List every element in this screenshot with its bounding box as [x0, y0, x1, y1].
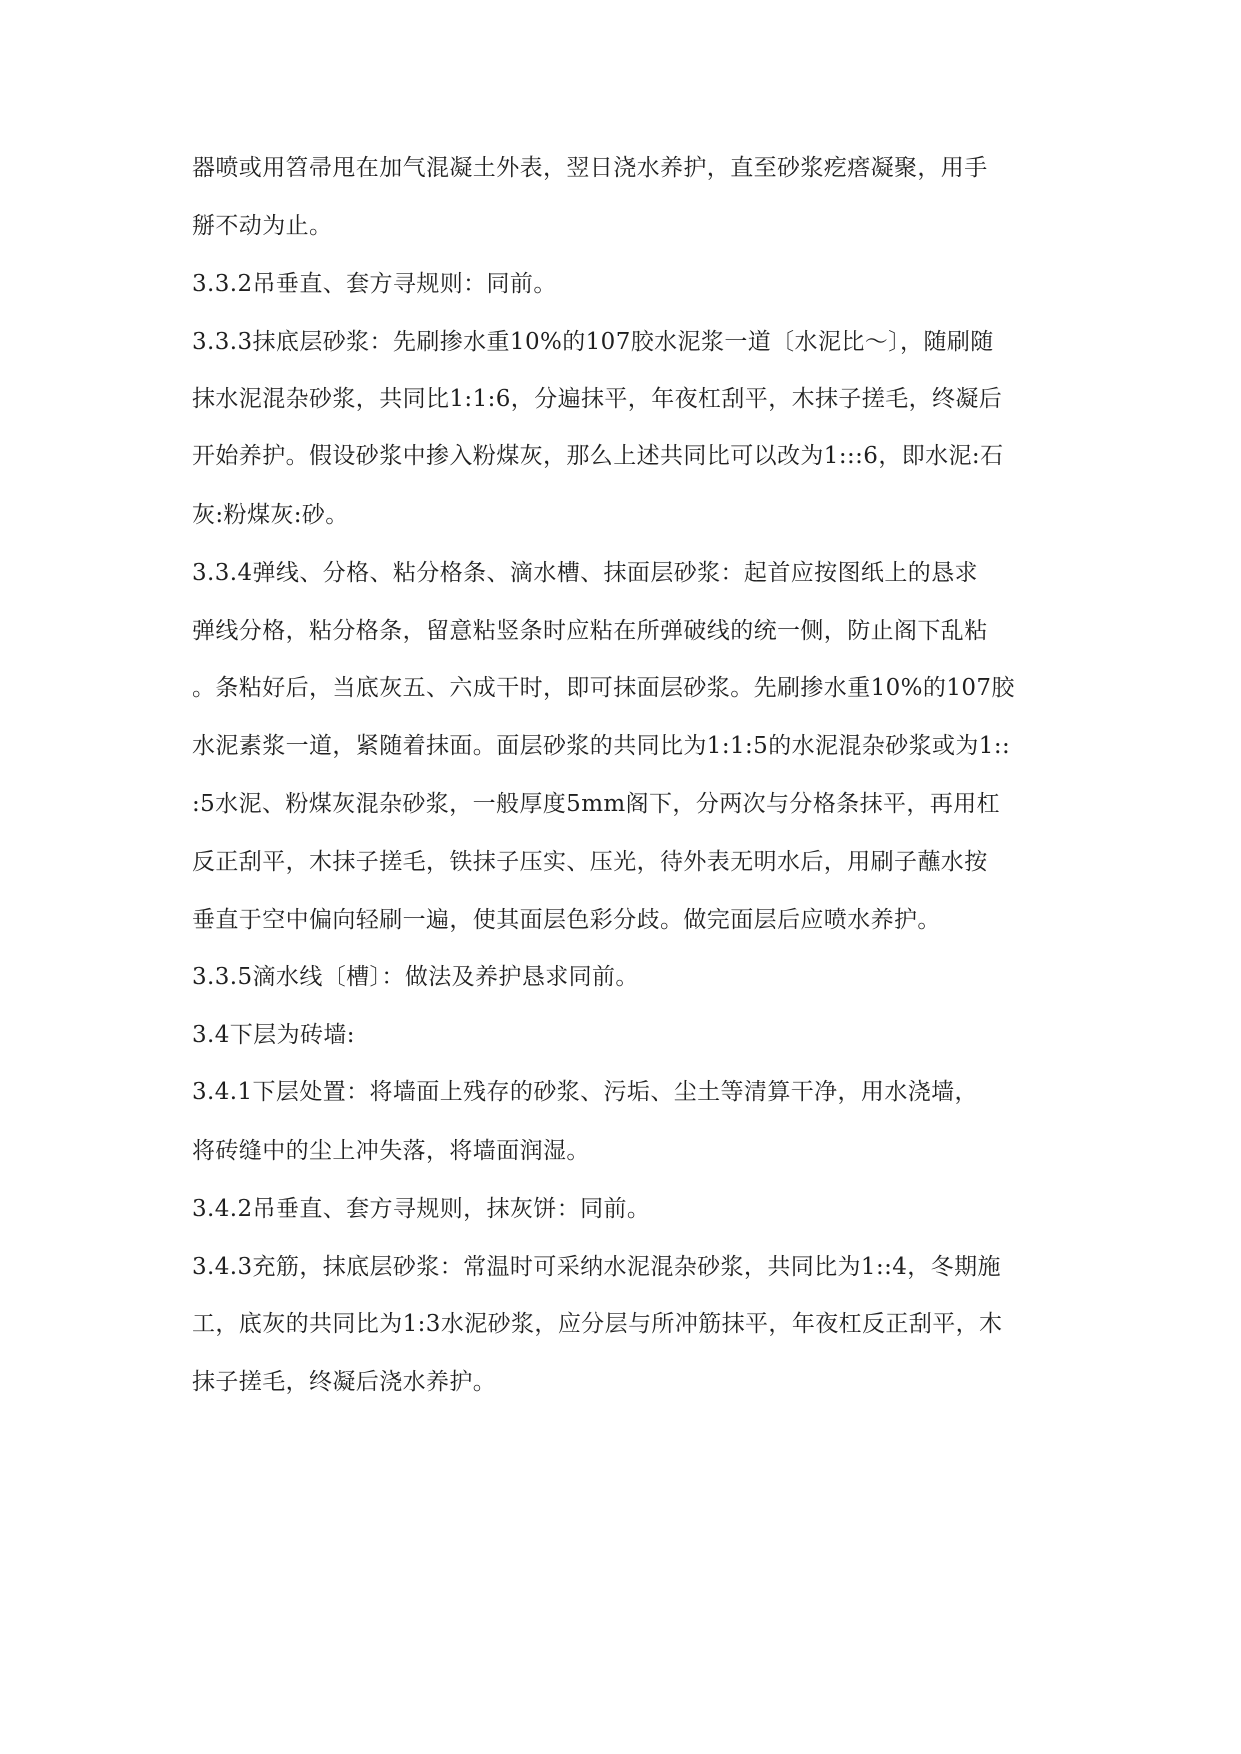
- section-heading-3-4-1: 3.4.1下层处置：将墙面上残存的砂浆、污垢、尘土等清算干净，用水浇墙，: [192, 1079, 978, 1105]
- section-heading-3-3-4: 3.3.4弹线、分格、粘分格条、滴水槽、抹面层砂浆：起首应按图纸上的恳求: [192, 560, 978, 586]
- section-heading-3-3-2: 3.3.2吊垂直、套方寻规则：同前。: [192, 271, 557, 297]
- section-heading-3-4-3: 3.4.3充筋，抹底层砂浆：常温时可采纳水泥混杂砂浆，共同比为1::4，冬期施: [192, 1254, 1001, 1280]
- text-line: 水泥素浆一道，紧随着抹面。面层砂浆的共同比为1:1:5的水泥混杂砂浆或为1::: [192, 733, 1011, 759]
- text-line: 。条粘好后，当底灰五、六成干时，即可抹面层砂浆。先刷掺水重10%的107胶: [192, 675, 1015, 701]
- text-line: 开始养护。假设砂浆中掺入粉煤灰，那么上述共同比可以改为1:::6，即水泥:石: [192, 443, 1004, 469]
- text-line: 抹子搓毛，终凝后浇水养护。: [192, 1369, 497, 1395]
- text-line: 工，底灰的共同比为1:3水泥砂浆，应分层与所冲筋抹平，年夜杠反正刮平，木: [192, 1311, 1003, 1337]
- text-line: 弹线分格，粘分格条，留意粘竖条时应粘在所弹破线的统一侧，防止阁下乱粘: [192, 618, 988, 644]
- section-heading-3-4-2: 3.4.2吊垂直、套方寻规则，抹灰饼：同前。: [192, 1196, 651, 1222]
- section-heading-3-3-5: 3.3.5滴水线〔槽〕：做法及养护恳求同前。: [192, 964, 639, 990]
- text-line: 灰:粉煤灰:砂。: [192, 502, 349, 528]
- text-line: 掰不动为止。: [192, 213, 333, 239]
- text-line: :5水泥、粉煤灰混杂砂浆，一般厚度5mm阁下，分两次与分格条抹平，再用杠: [192, 791, 1001, 817]
- text-line: 垂直于空中偏向轻刷一遍，使其面层色彩分歧。做完面层后应喷水养护。: [192, 907, 941, 933]
- text-line: 反正刮平，木抹子搓毛，铁抹子压实、压光，待外表无明水后，用刷子蘸水按: [192, 849, 988, 875]
- text-line: 将砖缝中的尘上冲失落，将墙面润湿。: [192, 1138, 590, 1164]
- section-heading-3-4: 3.4下层为砖墙:: [192, 1022, 355, 1048]
- text-line: 抹水泥混杂砂浆，共同比1:1:6，分遍抹平，年夜杠刮平，木抹子搓毛，终凝后: [192, 386, 1003, 412]
- text-line: 器喷或用笤帚甩在加气混凝土外表，翌日浇水养护，直至砂浆疙瘩凝聚，用手: [192, 155, 988, 181]
- section-heading-3-3-3: 3.3.3抹底层砂浆：先刷掺水重10%的107胶水泥浆一道〔水泥比～〕，随刷随: [192, 329, 994, 355]
